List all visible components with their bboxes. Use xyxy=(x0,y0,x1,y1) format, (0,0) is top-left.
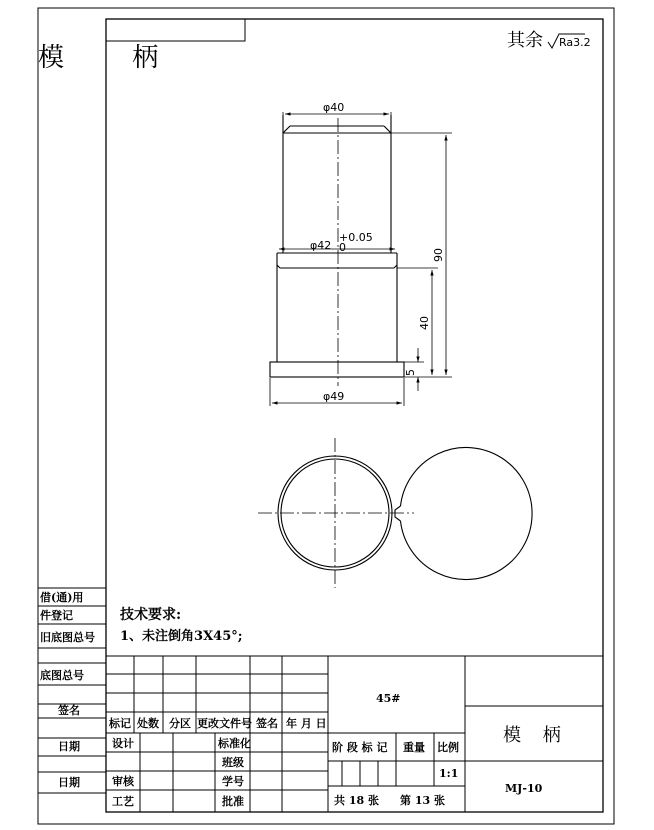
role-design: 设计 xyxy=(112,737,134,750)
sheet-number: 第 13 张 xyxy=(400,794,445,807)
material: 45# xyxy=(376,692,401,705)
left-label-base-no: 底图总号 xyxy=(40,669,84,682)
left-label-date-1: 日期 xyxy=(58,740,80,753)
rev-header-zone: 分区 xyxy=(169,717,191,730)
stage-mark-header: 阶 段 标 记 xyxy=(332,741,388,754)
dim-flange-diameter: φ49 xyxy=(323,390,345,403)
part-name: 模 柄 xyxy=(503,725,569,746)
role-process: 工艺 xyxy=(112,795,134,808)
left-label-date-2: 日期 xyxy=(58,776,80,789)
dim-mid-tol-upper: +0.05 xyxy=(339,231,373,244)
total-sheets: 共 18 张 xyxy=(334,794,379,807)
left-label-borrow: 借(通)用 xyxy=(40,591,84,604)
rev-header-sign: 签名 xyxy=(256,717,278,730)
dim-flange-height: 5 xyxy=(404,369,417,376)
scale-value: 1:1 xyxy=(439,767,459,780)
dim-total-height: 90 xyxy=(432,248,445,262)
role-approve: 批准 xyxy=(222,795,244,808)
rev-header-mark: 标记 xyxy=(109,717,131,730)
left-label-signature: 签名 xyxy=(58,704,80,717)
dim-mid-diameter: φ42 xyxy=(310,239,332,252)
roughness-value: Ra3.2 xyxy=(559,36,591,49)
role-review: 审核 xyxy=(112,775,134,788)
rev-header-count: 处数 xyxy=(137,717,159,730)
tech-req-heading: 技术要求: xyxy=(120,607,182,623)
role-standard: 标准化 xyxy=(218,737,251,750)
top-left-title: 模 柄 xyxy=(38,43,189,73)
dim-upper-diameter: φ40 xyxy=(323,101,345,114)
tech-req-item-1: 1、未注倒角3X45°; xyxy=(120,629,243,644)
drawing-number: MJ-10 xyxy=(505,782,543,795)
scale-header: 比例 xyxy=(437,741,459,754)
left-label-old-base-no: 旧底图总号 xyxy=(40,631,95,644)
roughness-label: 其余 xyxy=(507,30,543,51)
top-view xyxy=(278,447,532,579)
role-class: 班级 xyxy=(222,756,244,769)
rev-header-doc: 更改文件号 xyxy=(197,717,252,730)
dim-mid-tol-lower: 0 xyxy=(339,241,346,254)
rev-header-date: 年 月 日 xyxy=(286,717,327,730)
role-student-no: 学号 xyxy=(222,775,244,788)
dim-lower-height: 40 xyxy=(418,316,431,330)
weight-header: 重量 xyxy=(403,741,425,754)
front-view xyxy=(270,115,404,377)
drawing-frame xyxy=(38,8,614,824)
top-centerlines xyxy=(258,438,414,588)
left-label-register: 件登记 xyxy=(40,609,73,622)
